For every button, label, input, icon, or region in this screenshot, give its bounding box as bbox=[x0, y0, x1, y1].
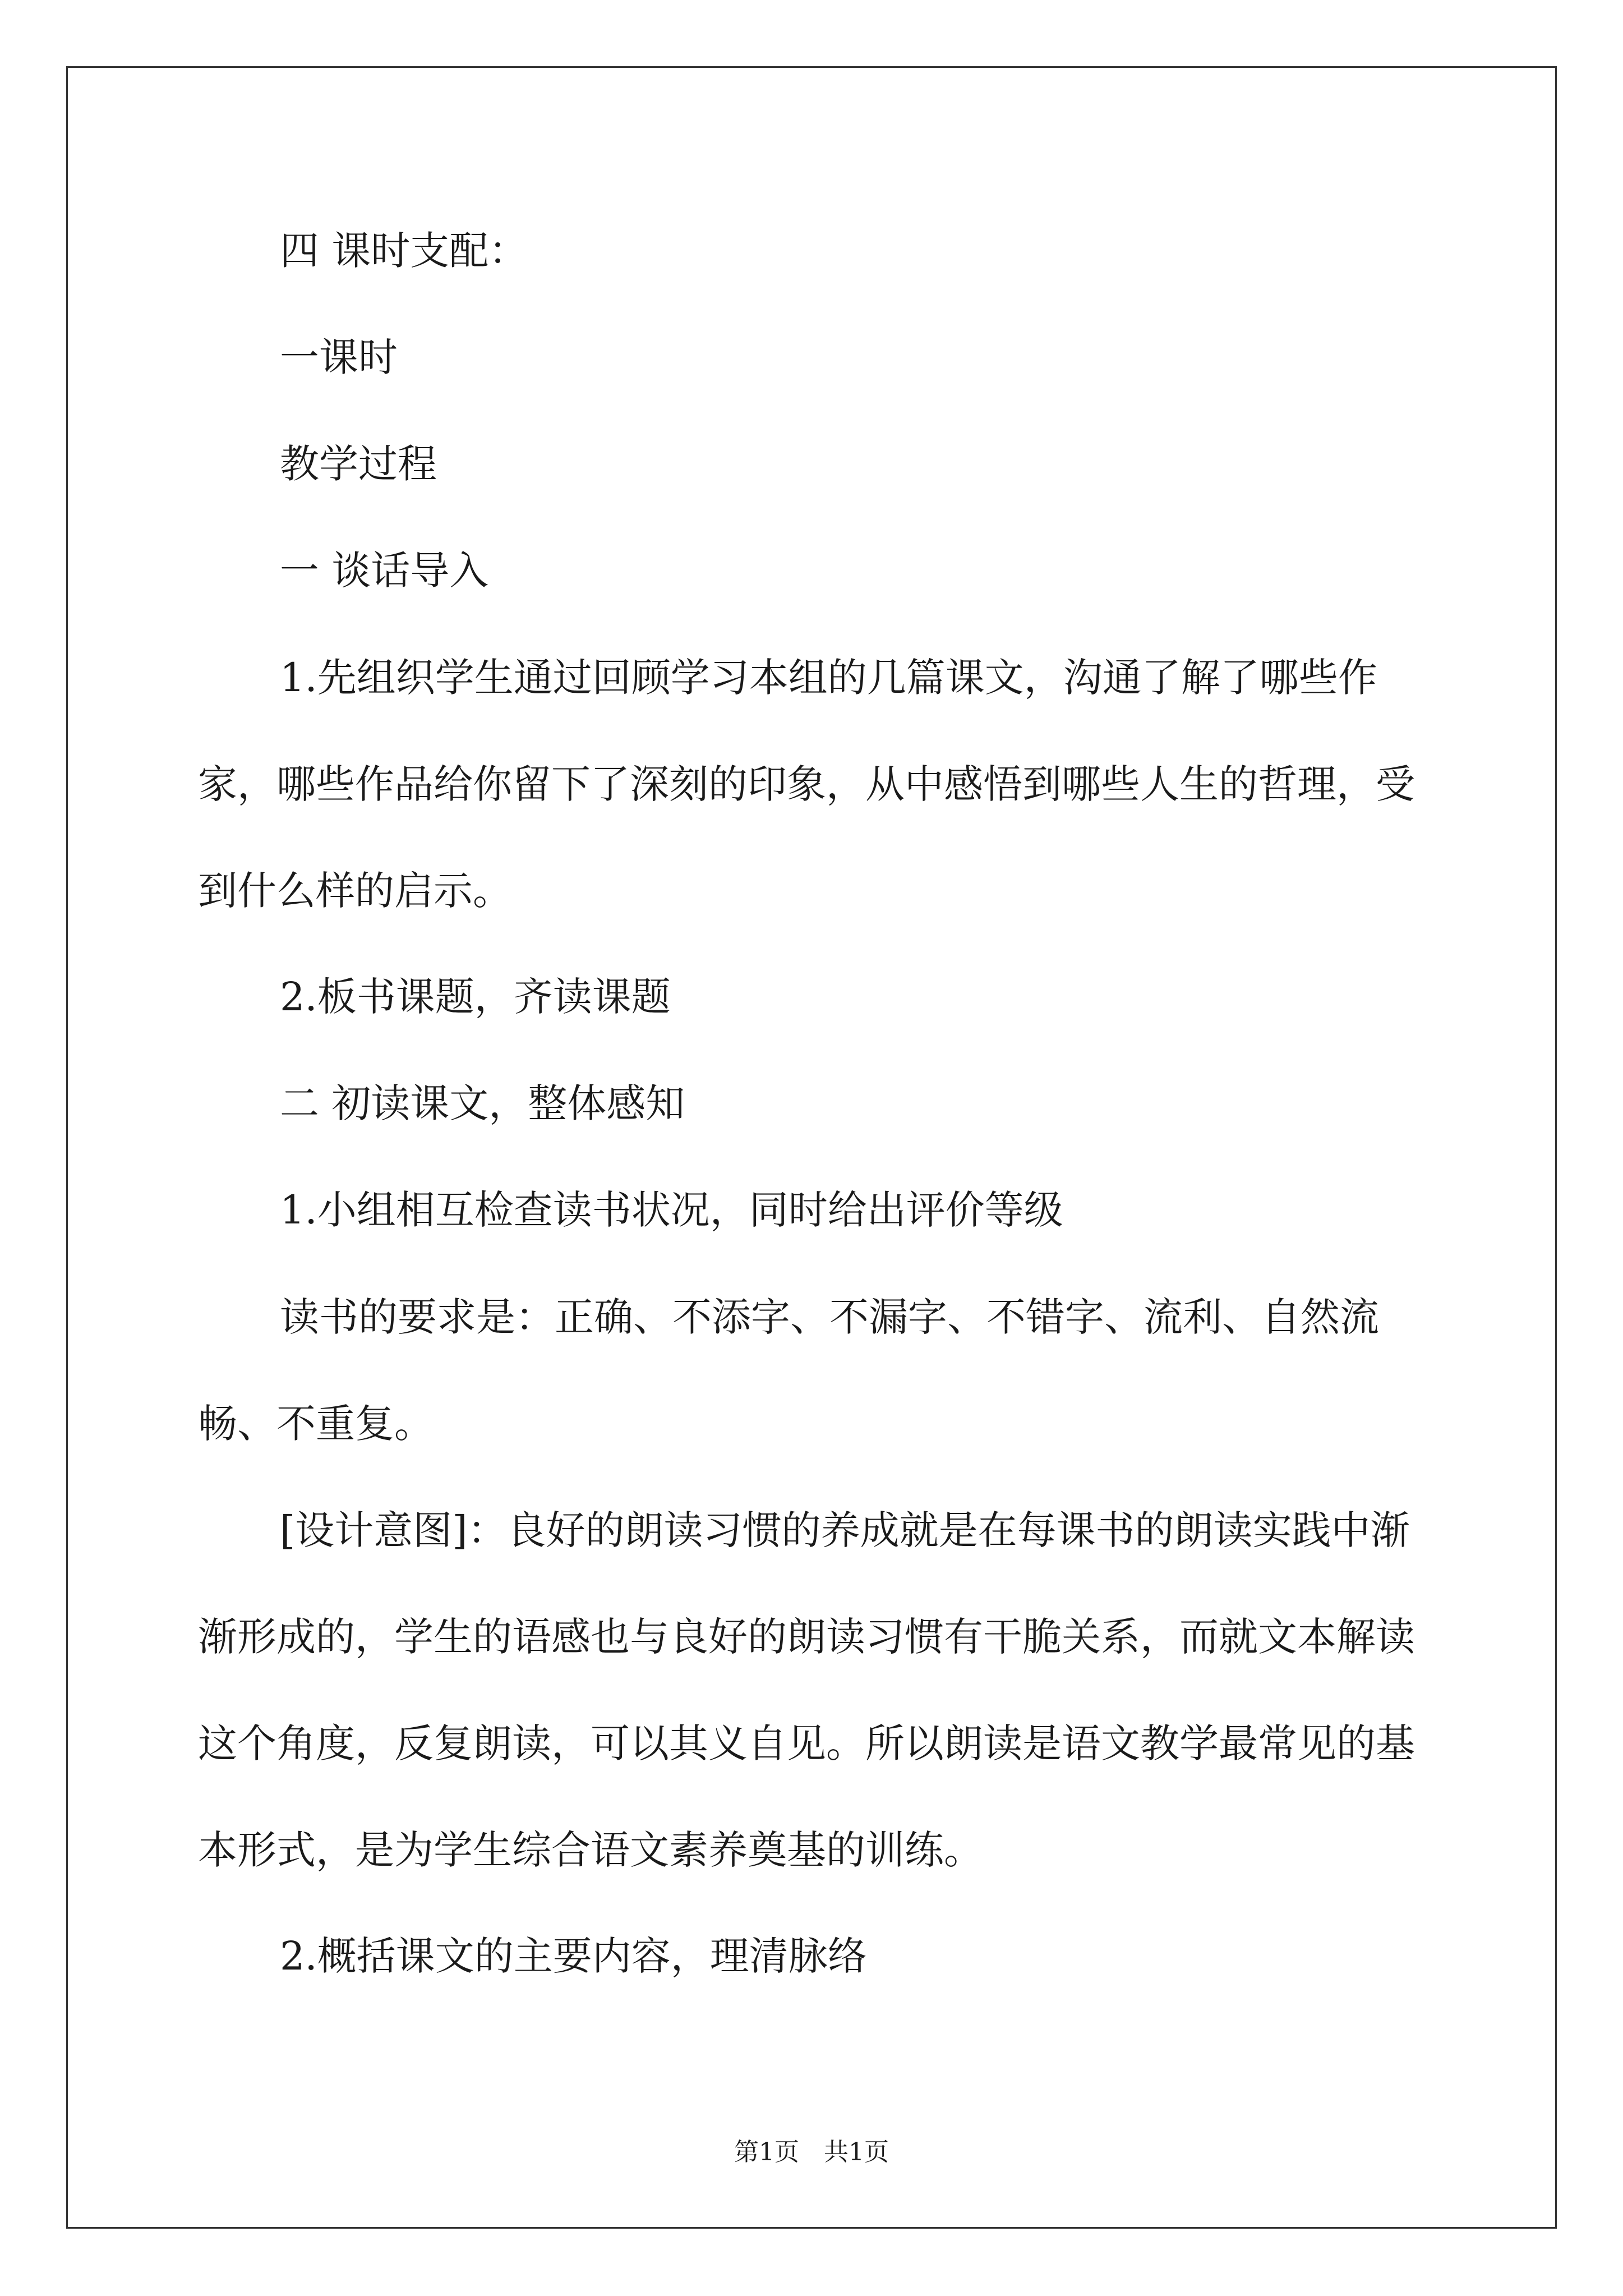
paragraph-4: 一 谈话导入 bbox=[280, 547, 489, 593]
paragraph-7: 二 初读课文，整体感知 bbox=[280, 1080, 685, 1126]
paragraph-2: 一课时 bbox=[280, 334, 398, 380]
paragraph-1: 四 课时支配： bbox=[280, 228, 528, 274]
page-number: 第1页 共1页 bbox=[734, 2138, 889, 2166]
paragraph-5: 1.先组织学生通过回顾学习本组的几篇课文，沟通了解了哪些作家，哪些作品给你留下了深刻的印象，从中感悟到哪些人生的哲理，受到什么样的启示。 bbox=[198, 655, 1415, 914]
paragraph-11: 2.概括课文的主要内容，理清脉络 bbox=[280, 1933, 867, 1979]
paragraph-9: 读书的要求是：正确、不添字、不漏字、不错字、流利、自然流畅、不重复。 bbox=[198, 1294, 1379, 1447]
paragraph-6: 2.板书课题，齐读课题 bbox=[280, 974, 671, 1020]
page-border bbox=[66, 66, 1557, 2229]
paragraph-8: 1.小组相互检查读书状况，同时给出评价等级 bbox=[280, 1187, 1063, 1233]
paragraph-10: [设计意图]：良好的朗读习惯的养成就是在每课书的朗读实践中渐渐形成的，学生的语感也与良好的朗读习惯有干脆关系，而就文本解读这个角度，反复朗读，可以其义自见。所以朗读是语文教学最常见的基本形式，是为学生综合语文素养奠基的训练。 bbox=[198, 1507, 1415, 1873]
paragraph-3: 教学过程 bbox=[280, 441, 437, 487]
